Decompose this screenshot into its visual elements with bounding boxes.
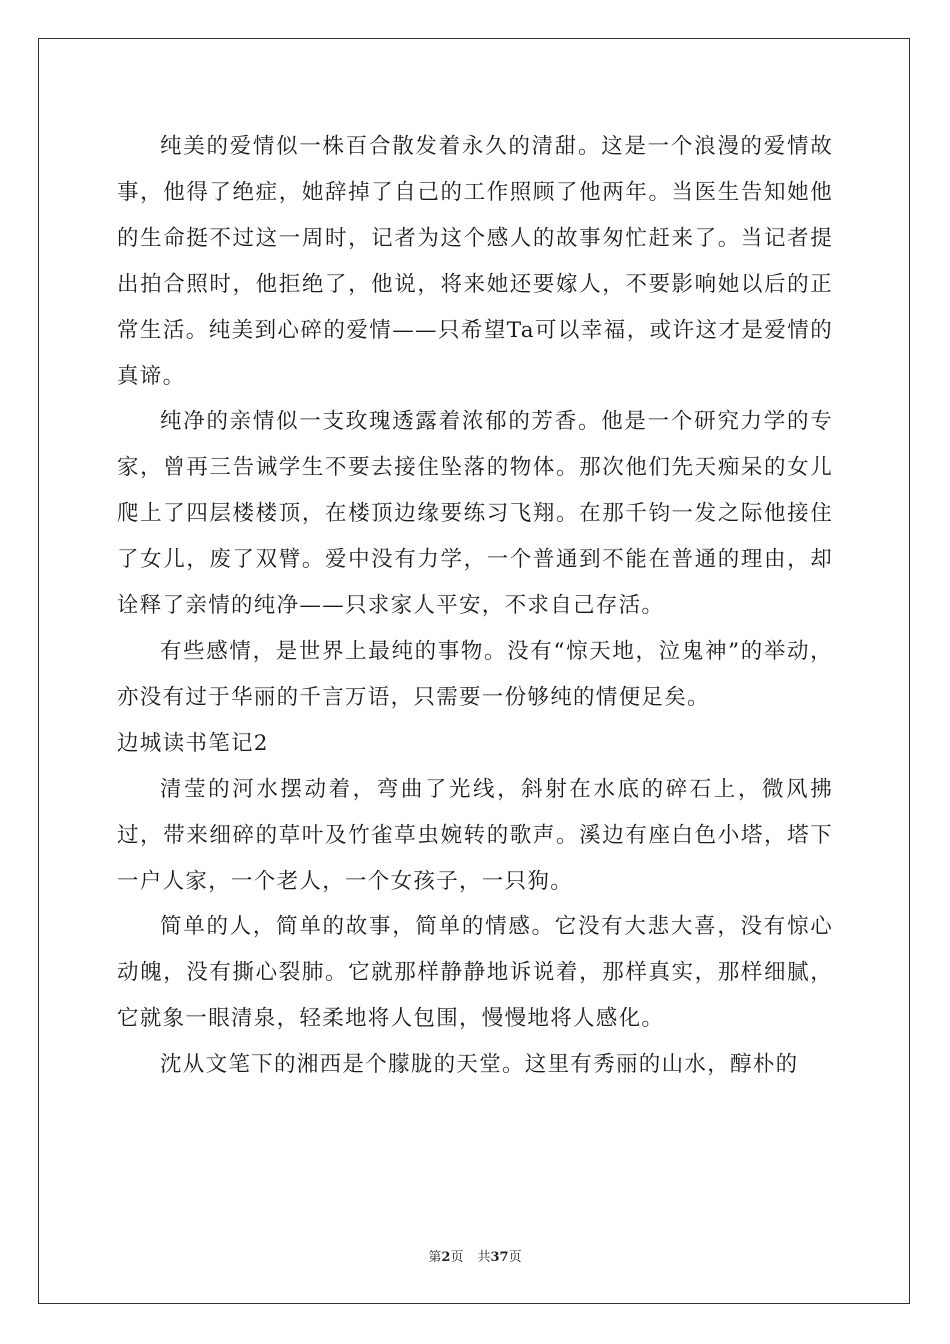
page-suffix: 页: [450, 1250, 464, 1265]
page-prefix: 第: [428, 1250, 442, 1265]
paragraph-simple: 简单的人，简单的故事，简单的情感。它没有大悲大喜，没有惊心动魄，没有撕心裂肺。它就那样静静地诉说着，那样真实，那样细腻，它就象一眼清泉，轻柔地将人包围，慢慢地将人感化。: [117, 914, 833, 1032]
paragraph-xiangxi: 沈从文笔下的湘西是个朦胧的天堂。这里有秀丽的山水，醇朴的: [160, 1052, 799, 1078]
document-body: [117, 124, 833, 1088]
paragraph-family: 纯净的亲情似一支玫瑰透露着浓郁的芳香。他是一个研究力学的专家，曾再三告诫学生不要去接住坠落的物体。那次他们先天痴呆的女儿爬上了四层楼楼顶，在楼顶边缘要练习飞翔。在那千钧一发之际他接住了女儿，废了双臂。爱中没有力学，一个普通到不能在普通的理由，却诠释了亲情的纯净——只求家人平安，不求自己存活。: [117, 409, 833, 619]
total-prefix: 共: [477, 1250, 491, 1265]
page-number: 2: [441, 1250, 451, 1265]
page-footer: [0, 1246, 950, 1265]
paragraph-feelings: 有些感情，是世界上最纯的事物。没有“惊天地，泣鬼神”的举动，亦没有过于华丽的千言万语，只需要一份够纯的情便足矣。: [117, 638, 833, 710]
total-suffix: 页: [508, 1250, 522, 1265]
total-pages: 37: [490, 1250, 509, 1265]
paragraph-love: 纯美的爱情似一株百合散发着永久的清甜。这是一个浪漫的爱情故事，他得了绝症，她辞掉了自己的工作照顾了他两年。当医生告知她他的生命挺不过这一周时，记者为这个感人的故事匆忙赶来了。当记者提出拍合照时，他拒绝了，他说，将来她还要嫁人，不要影响她以后的正常生活。纯美到心碎的爱情——只希望Ta可以幸福，或许这才是爱情的真谛。: [117, 134, 833, 389]
paragraph-river: 清莹的河水摆动着，弯曲了光线，斜射在水底的碎石上，微风拂过，带来细碎的草叶及竹雀草虫婉转的歌声。溪边有座白色小塔，塔下一户人家，一个老人，一个女孩子，一只狗。: [117, 776, 833, 894]
section-heading: 边城读书笔记2: [117, 730, 269, 756]
